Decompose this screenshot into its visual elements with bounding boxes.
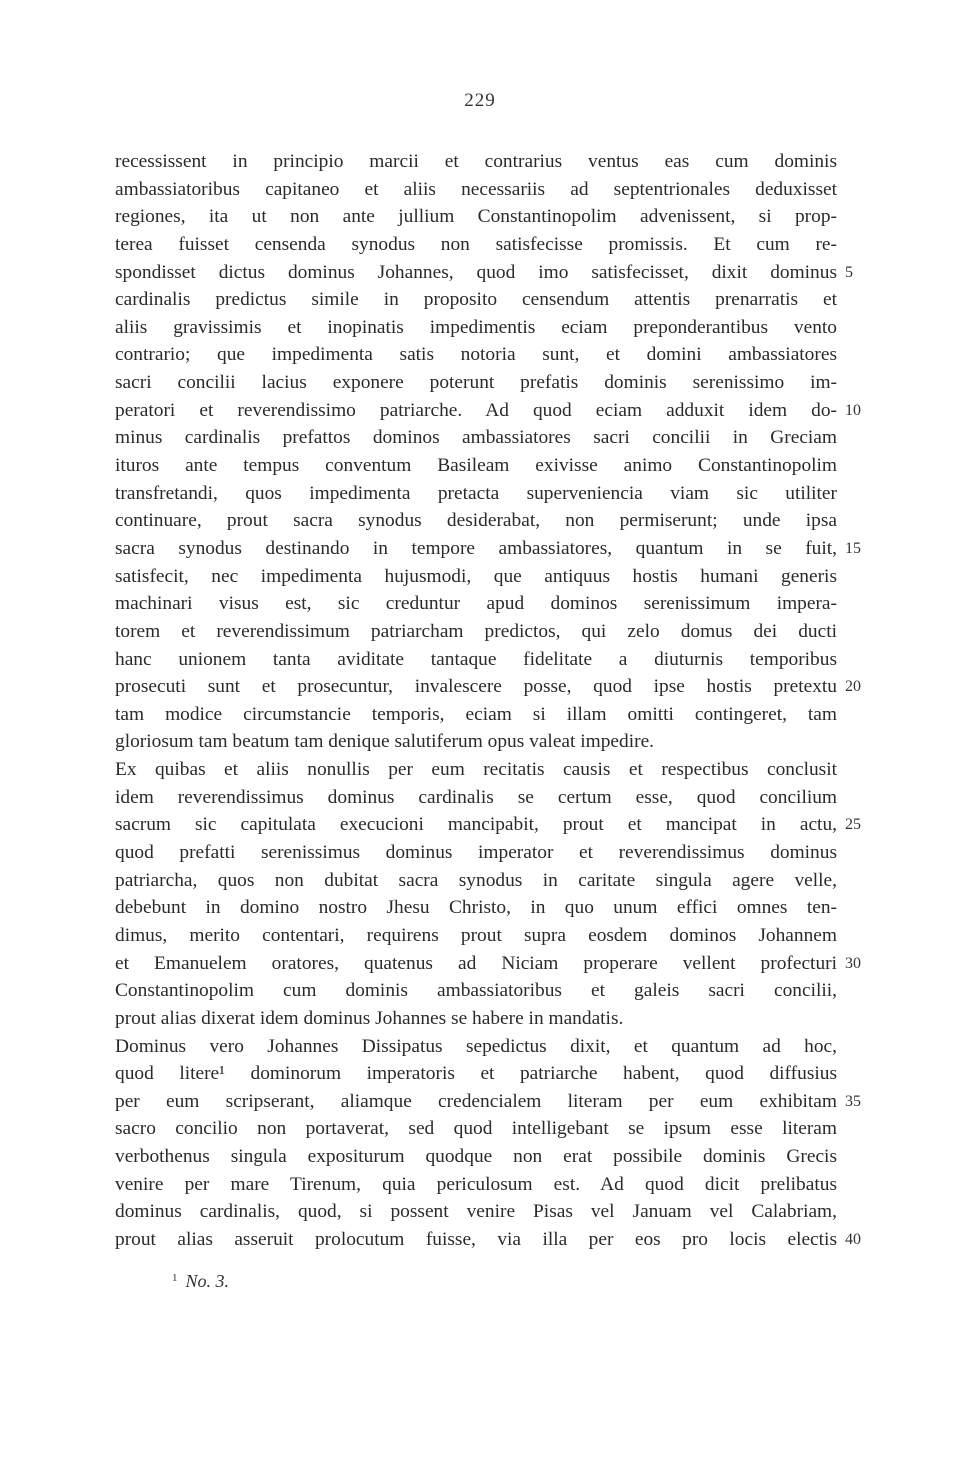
text-line (115, 1171, 837, 1199)
text-line (115, 176, 837, 204)
text-line (115, 756, 837, 784)
footnote-text: No. 3. (185, 1271, 230, 1291)
line-text: dimus, merito contentari, requirens prout supra eosdem dominos Johannem (115, 924, 837, 946)
line-text: prout alias dixerat idem dominus Johannes se habere in mandatis. (115, 1007, 624, 1029)
body-text (115, 148, 861, 1254)
line-number: 25 (845, 816, 861, 834)
line-text: transfretandi, quos impedimenta pretacta superveniencia viam sic utiliter (115, 482, 837, 504)
text-line (115, 646, 837, 674)
text-line (115, 397, 861, 425)
line-text: satisfecit, nec impedimenta hujusmodi, que antiquus hostis humani generis (115, 565, 837, 587)
line-text: hanc unionem tanta aviditate tantaque fidelitate a diuturnis temporibus (115, 648, 837, 670)
line-text: continuare, prout sacra synodus desiderabat, non permiserunt; unde ipsa (115, 510, 837, 532)
text-line (115, 1088, 861, 1116)
line-text: spondisset dictus dominus Johannes, quod imo satisfecisset, dixit dominus (115, 261, 837, 283)
text-line (115, 1005, 837, 1033)
text-line (115, 784, 837, 812)
footnote-marker: 1 (172, 1272, 178, 1284)
text-line (115, 1198, 837, 1226)
line-number: 5 (845, 263, 853, 281)
line-number: 30 (845, 954, 861, 972)
line-text: regiones, ita ut non ante jullium Constantinopolim advenissent, si prop- (115, 206, 837, 228)
line-text: cardinalis predictus simile in proposito censendum attentis prenarratis et (115, 289, 837, 311)
line-text: minus cardinalis prefattos dominos ambassiatores sacri concilii in Greciam (115, 427, 837, 449)
line-text: machinari visus est, sic creduntur apud dominos serenissimum impera- (115, 593, 837, 615)
line-text: peratori et reverendissimo patriarche. Ad quod eciam adduxit idem do- (115, 399, 837, 421)
text-line (115, 286, 837, 314)
text-line (115, 507, 837, 535)
line-text: et Emanuelem oratores, quatenus ad Niciam properare vellent profecturi (115, 952, 837, 974)
line-text: aliis gravissimis et inopinatis impedimentis eciam preponderantibus vento (115, 316, 837, 338)
line-number: 35 (845, 1092, 861, 1110)
text-line (115, 452, 837, 480)
line-text: tam modice circumstancie temporis, eciam si illam omitti contingeret, tam (115, 703, 837, 725)
line-text: debebunt in domino nostro Jhesu Christo, in quo unum effici omnes ten- (115, 897, 837, 919)
page-number: 229 (464, 90, 496, 111)
text-line (115, 259, 853, 287)
text-line (115, 1060, 837, 1088)
text-line (115, 701, 837, 729)
text-line (115, 894, 837, 922)
text-line (115, 950, 861, 978)
line-number: 40 (845, 1230, 861, 1248)
line-text: idem reverendissimus dominus cardinalis se certum esse, quod concilium (115, 786, 837, 808)
text-line (115, 922, 837, 950)
line-text: sacro concilio non portaverat, sed quod intelligebant se ipsum esse literam (115, 1118, 837, 1140)
line-number: 15 (845, 539, 861, 557)
text-line (115, 977, 837, 1005)
line-number: 10 (845, 401, 861, 419)
text-line (115, 563, 837, 591)
text-line (115, 1226, 861, 1254)
line-text: sacra synodus destinando in tempore ambassiatores, quantum in se fuit, (115, 537, 837, 559)
text-line (115, 480, 837, 508)
line-text: ituros ante tempus conventum Basileam exivisse animo Constantinopolim (115, 455, 837, 477)
text-line (115, 424, 837, 452)
text-line (115, 203, 837, 231)
line-text: prosecuti sunt et prosecuntur, invalescere posse, quod ipse hostis pretextu (115, 676, 837, 698)
text-line (115, 148, 837, 176)
text-line (115, 314, 837, 342)
line-text: Dominus vero Johannes Dissipatus sepedictus dixit, et quantum ad hoc, (115, 1035, 837, 1057)
line-text: venire per mare Tirenum, quia periculosum est. Ad quod dicit prelibatus (115, 1173, 837, 1195)
text-line (115, 369, 837, 397)
text-line (115, 839, 837, 867)
line-text: quod prefatti serenissimus dominus imperator et reverendissimus dominus (115, 842, 837, 864)
text-line (115, 1115, 837, 1143)
text-line (115, 673, 861, 701)
text-line (115, 590, 837, 618)
line-text: prout alias asseruit prolocutum fuisse, via illa per eos pro locis electis (115, 1228, 837, 1250)
text-line (115, 231, 837, 259)
text-line (115, 811, 861, 839)
text-line (115, 1033, 837, 1061)
text-line (115, 341, 837, 369)
line-text: torem et reverendissimum patriarcham predictos, qui zelo domus dei ducti (115, 620, 837, 642)
text-line (115, 1143, 837, 1171)
line-text: Ex quibas et aliis nonullis per eum recitatis causis et respectibus conclusit (115, 759, 837, 781)
line-text: contrario; que impedimenta satis notoria sunt, et domini ambassiatores (115, 344, 837, 366)
line-text: verbothenus singula expositurum quodque non erat possibile dominis Grecis (115, 1146, 837, 1168)
line-number: 20 (845, 678, 861, 696)
line-text: dominus cardinalis, quod, si possent venire Pisas vel Januam vel Calabriam, (115, 1201, 837, 1223)
line-text: terea fuisset censenda synodus non satisfecisse promissis. Et cum re- (115, 233, 837, 255)
text-line (115, 728, 837, 756)
text-line (115, 618, 837, 646)
line-text: ambassiatoribus capitaneo et aliis necessariis ad septentrionales deduxisset (115, 178, 837, 200)
line-text: recessissent in principio marcii et contrarius ventus eas cum dominis (115, 151, 837, 172)
text-line (115, 535, 861, 563)
text-line (115, 867, 837, 895)
line-text: sacrum sic capitulata execucioni mancipabit, prout et mancipat in actu, (115, 814, 837, 836)
line-text: quod litere¹ dominorum imperatoris et patriarche habent, quod diffusius (115, 1063, 837, 1085)
line-text: gloriosum tam beatum tam denique salutiferum opus valeat impedire. (115, 731, 655, 753)
footnote (172, 1271, 229, 1292)
line-text: per eum scripserant, aliamque credencialem literam per eum exhibitam (115, 1090, 837, 1112)
line-text: Constantinopolim cum dominis ambassiatoribus et galeis sacri concilii, (115, 980, 837, 1002)
line-text: patriarcha, quos non dubitat sacra synodus in caritate singula agere velle, (115, 869, 837, 891)
line-text: sacri concilii lacius exponere poterunt prefatis dominis serenissimo im- (115, 372, 837, 394)
